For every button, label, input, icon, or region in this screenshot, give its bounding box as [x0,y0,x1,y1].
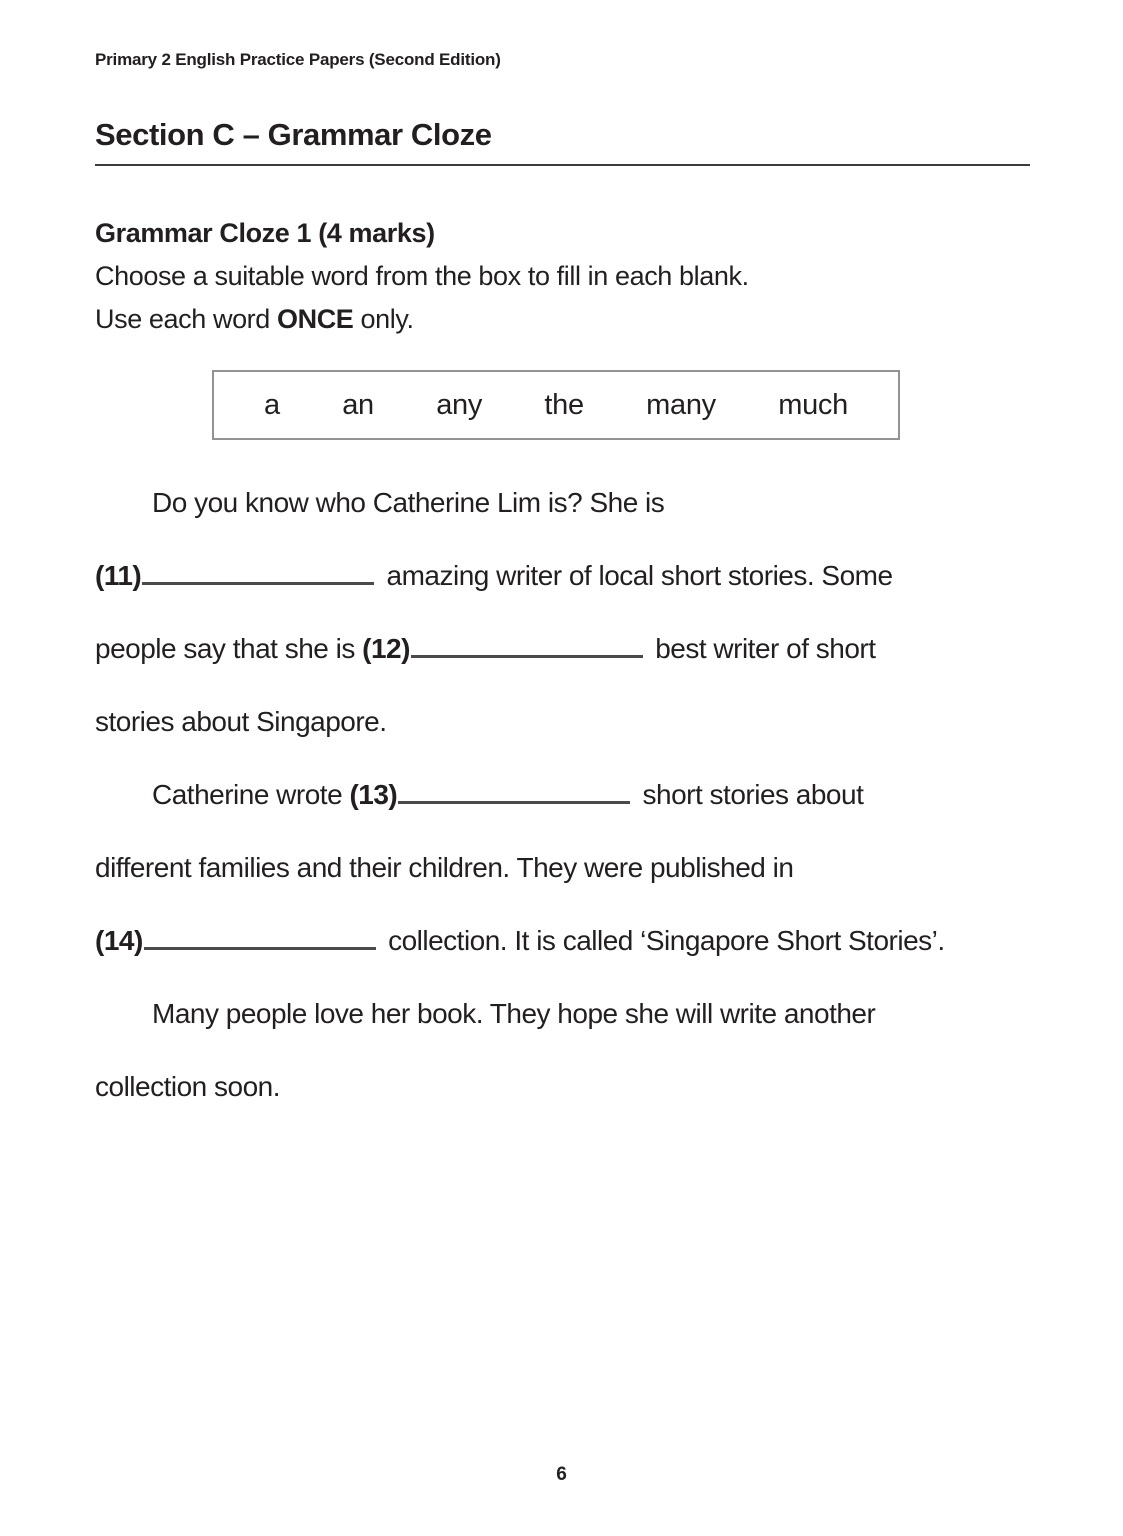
cloze-blank [144,947,376,950]
instruction-line-2 [95,298,1030,341]
instruction-line-1: Choose a suitable word from the box to fill in each blank. [95,261,749,291]
passage-line [95,758,1030,831]
passage-line [95,1050,1030,1123]
exercise-title: Grammar Cloze 1 (4 marks) [95,218,435,248]
word-bank-item: many [646,388,716,421]
passage-text: short stories about [635,779,864,810]
passage-text: Do you know who Catherine Lim is? She is [152,487,665,518]
passage-line [95,612,1030,685]
word-bank-item: a [264,388,280,421]
cloze-number: (14) [95,925,143,956]
cloze-number: (11) [95,560,142,591]
word-bank-item: an [342,388,374,421]
cloze-blank [411,655,643,658]
word-bank-item: much [778,388,848,421]
passage-text: Many people love her book. They hope she will write another [152,998,876,1029]
passage-text: collection soon. [95,1071,281,1102]
book-title: Primary 2 English Practice Papers (Second Edition) [95,50,501,69]
instruction-line-2-pre: Use each word [95,304,277,334]
passage-text: amazing writer of local short stories. Some [379,560,893,591]
cloze-blank [142,582,374,585]
passage-line [95,904,1030,977]
instruction-line-2-post: only. [353,304,414,334]
passage-text: collection. It is called ‘Singapore Short Stories’. [380,925,945,956]
passage-text: people say that she is [95,633,363,664]
cloze-number: (12) [362,633,410,664]
word-bank [212,370,900,440]
section-title: Section C – Grammar Cloze [95,117,1030,166]
passage-text: best writer of short [647,633,876,664]
page-number: 6 [556,1464,567,1485]
passage-text: different families and their children. They were published in [95,852,794,883]
word-bank-item: the [544,388,584,421]
word-bank-item: any [436,388,483,421]
passage-line [95,831,1030,904]
passage-text: Catherine wrote [152,779,350,810]
cloze-blank [398,801,630,804]
passage-line [95,685,1030,758]
passage-line [95,977,1030,1050]
instruction-line-2-emphasis: ONCE [277,304,354,334]
passage-line [95,466,1030,539]
passage-line [95,539,1030,612]
cloze-number: (13) [349,779,398,810]
passage-text: stories about Singapore. [95,706,387,737]
cloze-passage [95,466,1030,1123]
